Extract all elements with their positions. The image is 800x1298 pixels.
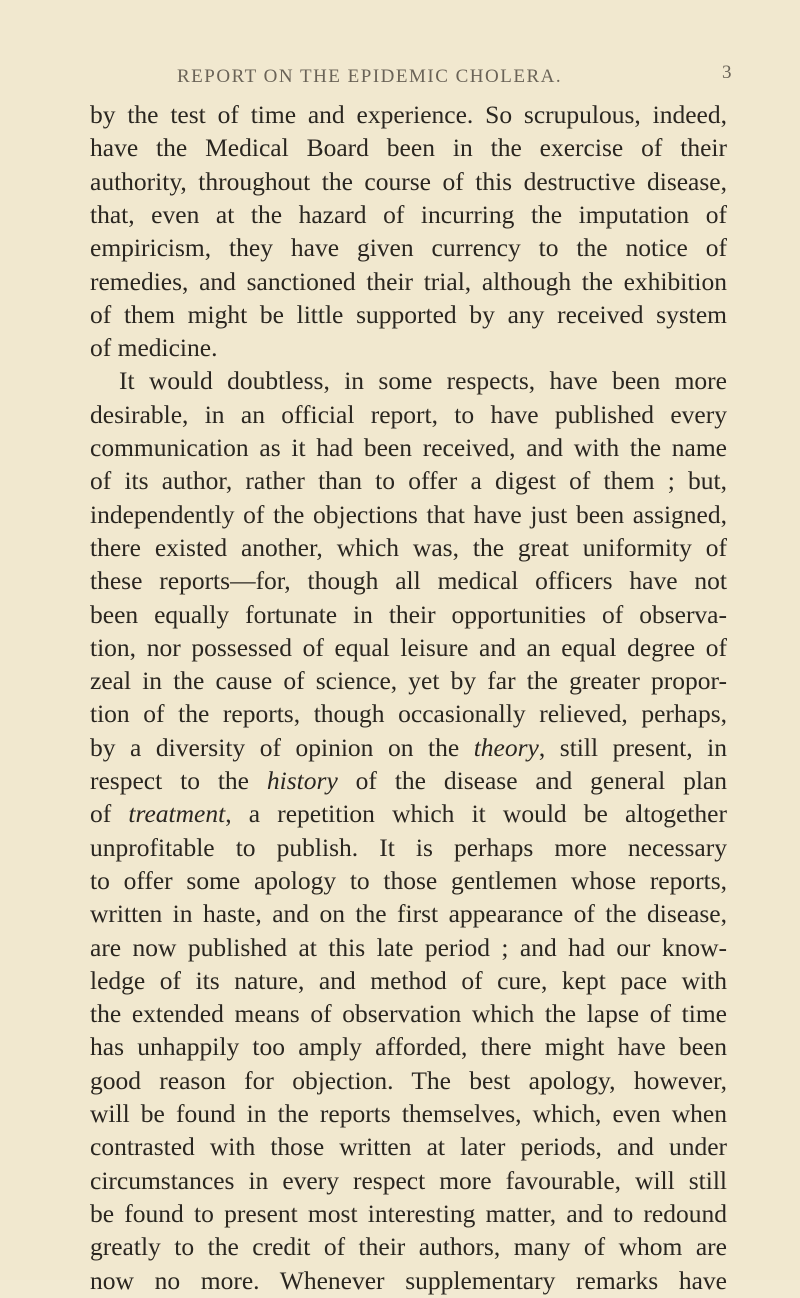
- text-segment: desirable, in an official report, to have published every: [90, 399, 727, 429]
- text-line: [90, 1097, 727, 1131]
- italic-text: treatment: [128, 799, 226, 829]
- text-segment: circumstances in every respect more favourable, will still: [90, 1165, 727, 1195]
- text-segment: , still present, in: [538, 732, 728, 762]
- text-line: [90, 198, 727, 232]
- text-segment: by the test of time and experience. So scrupulous, indeed,: [90, 100, 727, 129]
- text-segment: of the disease and general plan: [337, 766, 727, 795]
- text-line: [90, 398, 727, 432]
- text-line: [90, 1164, 727, 1198]
- running-head: REPORT ON THE EPIDEMIC CHOLERA.: [177, 66, 563, 87]
- text-segment: are now published at this late period ; and had our know-: [90, 932, 727, 962]
- text-line: [90, 1030, 727, 1064]
- text-segment: there existed another, which was, the great uniformity of: [90, 532, 727, 562]
- text-line: [90, 165, 727, 199]
- text-segment: of them might be little supported by any received system: [90, 299, 727, 329]
- text-line: [90, 231, 727, 265]
- text-line: [90, 997, 727, 1031]
- text-line: [90, 697, 727, 731]
- text-segment: now no more. Whenever supplementary remarks have: [90, 1265, 727, 1295]
- text-line: [90, 564, 727, 598]
- text-segment: the extended means of observation which the lapse of time: [90, 999, 727, 1029]
- text-segment: written in haste, and on the first appearance of the disease,: [90, 899, 727, 929]
- text-line: [90, 897, 727, 931]
- text-segment: be found to present most interesting matter, and to redound: [90, 1198, 727, 1228]
- text-line: [90, 598, 727, 632]
- text-segment: been equally fortunate in their opportunities of observa-: [90, 599, 727, 629]
- text-line: [90, 1197, 727, 1231]
- italic-text: theory: [473, 732, 539, 762]
- text-line: [90, 98, 727, 132]
- text-line: [90, 631, 727, 665]
- text-segment: of its author, rather than to offer a digest of them ; but,: [90, 466, 727, 496]
- text-segment: authority, throughout the course of this destructive disease,: [90, 166, 727, 196]
- text-line: [90, 797, 727, 831]
- text-line: [90, 931, 727, 965]
- text-line: [90, 298, 727, 332]
- text-line: [90, 864, 727, 898]
- text-line: [90, 1230, 727, 1264]
- text-line: [90, 664, 727, 698]
- text-segment: empiricism, they have given currency to the notice of: [90, 233, 727, 263]
- text-line: [90, 498, 727, 532]
- text-segment: tion, nor possessed of equal leisure and an equal degree of: [90, 632, 727, 662]
- text-segment: by a diversity of opinion on the: [90, 732, 474, 762]
- text-segment: of medicine.: [90, 333, 218, 363]
- text-segment: that, even at the hazard of incurring the imputation of: [90, 199, 727, 229]
- text-segment: greatly to the credit of their authors, many of whom are: [90, 1232, 727, 1262]
- text-line: [90, 1264, 727, 1298]
- text-segment: of: [90, 799, 129, 829]
- text-segment: respect to the: [90, 766, 267, 795]
- text-segment: independently of the objections that have just been assigned,: [90, 499, 727, 529]
- text-segment: to offer some apology to those gentlemen whose reports,: [90, 865, 727, 895]
- text-line: [90, 265, 727, 299]
- text-segment: has unhappily too amply afforded, there might have been: [90, 1032, 727, 1062]
- text-segment: good reason for objection. The best apology, however,: [90, 1065, 727, 1095]
- text-segment: unprofitable to publish. It is perhaps more necessary: [90, 832, 727, 862]
- text-line: [90, 331, 727, 365]
- text-line: [90, 764, 727, 798]
- text-segment: communication as it had been received, and with the name: [90, 433, 727, 462]
- text-line: [90, 1130, 727, 1164]
- text-segment: tion of the reports, though occasionally relieved, perhaps,: [90, 699, 727, 729]
- page-number: 3: [722, 62, 732, 83]
- text-line: [90, 1064, 727, 1098]
- text-segment: contrasted with those written at later periods, and under: [90, 1132, 727, 1162]
- text-line: [90, 464, 727, 498]
- italic-text: history: [266, 766, 338, 795]
- text-line: [90, 831, 727, 865]
- text-segment: have the Medical Board been in the exercise of their: [90, 133, 727, 163]
- text-line: [90, 431, 727, 465]
- text-line: [90, 964, 727, 998]
- text-segment: zeal in the cause of science, yet by far the greater propor-: [90, 666, 727, 696]
- text-segment: remedies, and sanctioned their trial, although the exhibition: [90, 266, 727, 296]
- text-segment: ledge of its nature, and method of cure, kept pace with: [90, 965, 727, 995]
- text-line: [90, 731, 727, 765]
- text-segment: It would doubtless, in some respects, have been more: [119, 366, 727, 396]
- text-segment: will be found in the reports themselves, which, even when: [90, 1099, 727, 1128]
- text-line: [90, 531, 727, 565]
- text-segment: , a repetition which it would be altogether: [225, 799, 727, 829]
- text-segment: these reports—for, though all medical officers have not: [90, 566, 727, 596]
- text-line: [119, 364, 727, 398]
- text-line: [90, 131, 727, 165]
